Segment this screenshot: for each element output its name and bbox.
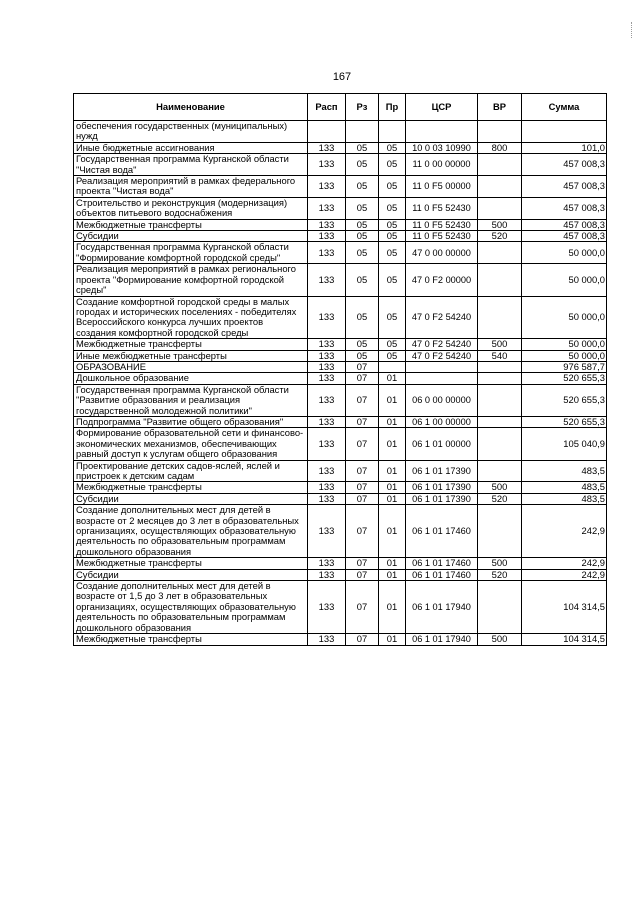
page-number: 167 — [332, 71, 352, 83]
cell-sum: 976 587,7 — [522, 361, 607, 372]
cell-rz: 05 — [346, 242, 379, 264]
cell-csr: 47 0 F2 54240 — [406, 339, 478, 350]
cell-vr — [478, 242, 522, 264]
cell-name: Государственная программа Курганской области "Развитие образования и реализация государственной молодежной политики" — [74, 384, 308, 416]
table-row — [74, 264, 607, 296]
cell-name: Субсидии — [74, 493, 308, 504]
cell-rz: 07 — [346, 493, 379, 504]
cell-sum: 457 008,3 — [522, 219, 607, 230]
table-row — [74, 558, 607, 569]
cell-rasp: 133 — [308, 634, 346, 645]
cell-csr: 47 0 F2 54240 — [406, 296, 478, 339]
cell-rasp: 133 — [308, 296, 346, 339]
cell-name: Реализация мероприятий в рамках регионального проекта "Формирование комфортной городской среды" — [74, 264, 308, 296]
table-row — [74, 634, 607, 645]
cell-rasp: 133 — [308, 339, 346, 350]
cell-pr: 01 — [379, 373, 406, 384]
cell-csr: 47 0 F2 00000 — [406, 264, 478, 296]
cell-sum: 483,5 — [522, 493, 607, 504]
cell-rz: 07 — [346, 505, 379, 558]
header-name: Наименование — [74, 94, 308, 121]
cell-pr — [379, 361, 406, 372]
cell-csr: 47 0 F2 54240 — [406, 350, 478, 361]
cell-sum: 242,9 — [522, 505, 607, 558]
cell-csr: 06 1 01 17460 — [406, 558, 478, 569]
cell-name: Иные межбюджетные трансферты — [74, 350, 308, 361]
cell-rasp: 133 — [308, 482, 346, 493]
cell-vr — [478, 581, 522, 634]
cell-rz: 05 — [346, 142, 379, 153]
cell-csr: 10 0 03 10990 — [406, 142, 478, 153]
header-rz: Рз — [346, 94, 379, 121]
cell-vr — [478, 460, 522, 482]
table-row — [74, 296, 607, 339]
table-row — [74, 569, 607, 580]
cell-sum: 242,9 — [522, 569, 607, 580]
cell-vr — [478, 361, 522, 372]
cell-sum: 457 008,3 — [522, 176, 607, 198]
cell-vr: 500 — [478, 558, 522, 569]
cell-pr: 01 — [379, 460, 406, 482]
cell-rz: 05 — [346, 296, 379, 339]
cell-sum: 50 000,0 — [522, 264, 607, 296]
cell-rz: 07 — [346, 373, 379, 384]
cell-name: Межбюджетные трансферты — [74, 339, 308, 350]
budget-table — [73, 93, 607, 646]
cell-sum: 483,5 — [522, 482, 607, 493]
cell-rasp: 133 — [308, 428, 346, 460]
cell-rz: 07 — [346, 384, 379, 416]
cell-csr: 06 1 01 17460 — [406, 505, 478, 558]
cell-csr — [406, 373, 478, 384]
cell-rz: 05 — [346, 176, 379, 198]
cell-rasp: 133 — [308, 505, 346, 558]
cell-name: Проектирование детских садов-яслей, яслей и пристроек к детским садам — [74, 460, 308, 482]
table-row — [74, 493, 607, 504]
cell-rasp: 133 — [308, 176, 346, 198]
cell-csr: 11 0 F5 52430 — [406, 231, 478, 242]
header-csr: ЦСР — [406, 94, 478, 121]
cell-sum: 520 655,3 — [522, 373, 607, 384]
table-header-row — [74, 94, 607, 121]
cell-rasp: 133 — [308, 416, 346, 427]
cell-name: Субсидии — [74, 231, 308, 242]
table-row — [74, 460, 607, 482]
cell-rz: 05 — [346, 350, 379, 361]
cell-name: Строительство и реконструкция (модернизация) объектов питьевого водоснабжения — [74, 197, 308, 219]
cell-rasp: 133 — [308, 219, 346, 230]
cell-sum: 242,9 — [522, 558, 607, 569]
cell-name: Реализация мероприятий в рамках федерального проекта "Чистая вода" — [74, 176, 308, 198]
cell-pr: 05 — [379, 296, 406, 339]
cell-rasp: 133 — [308, 350, 346, 361]
cell-name: Межбюджетные трансферты — [74, 219, 308, 230]
cell-rz: 05 — [346, 231, 379, 242]
cell-csr — [406, 121, 478, 143]
cell-csr: 11 0 00 00000 — [406, 154, 478, 176]
cell-rasp: 133 — [308, 264, 346, 296]
cell-vr — [478, 197, 522, 219]
cell-rz: 07 — [346, 558, 379, 569]
cell-rasp: 133 — [308, 569, 346, 580]
cell-sum: 50 000,0 — [522, 242, 607, 264]
cell-rz: 07 — [346, 460, 379, 482]
cell-sum: 50 000,0 — [522, 296, 607, 339]
cell-vr — [478, 505, 522, 558]
table-row — [74, 121, 607, 143]
cell-name: Создание комфортной городской среды в малых городах и исторических поселениях - победителях Всероссийского конкурса лучших проектов создания комфортной городской среды — [74, 296, 308, 339]
table-row — [74, 231, 607, 242]
cell-rasp: 133 — [308, 460, 346, 482]
cell-name: Государственная программа Курганской области "Чистая вода" — [74, 154, 308, 176]
cell-csr: 06 1 01 17940 — [406, 634, 478, 645]
cell-rz: 07 — [346, 634, 379, 645]
cell-sum: 520 655,3 — [522, 384, 607, 416]
cell-sum: 50 000,0 — [522, 350, 607, 361]
cell-pr: 01 — [379, 505, 406, 558]
cell-pr: 05 — [379, 242, 406, 264]
cell-csr: 06 1 01 17390 — [406, 482, 478, 493]
cell-name: Государственная программа Курганской области "Формирование комфортной городской среды" — [74, 242, 308, 264]
cell-pr: 01 — [379, 482, 406, 493]
cell-vr: 500 — [478, 482, 522, 493]
cell-csr: 06 1 01 17390 — [406, 493, 478, 504]
cell-vr — [478, 296, 522, 339]
cell-rasp: 133 — [308, 373, 346, 384]
table-row — [74, 373, 607, 384]
table-row — [74, 482, 607, 493]
cell-sum: 457 008,3 — [522, 231, 607, 242]
cell-vr — [478, 154, 522, 176]
cell-rz: 07 — [346, 361, 379, 372]
cell-pr: 01 — [379, 569, 406, 580]
cell-rz: 05 — [346, 219, 379, 230]
table-row — [74, 505, 607, 558]
cell-rz: 07 — [346, 581, 379, 634]
cell-name: Подпрограмма "Развитие общего образования" — [74, 416, 308, 427]
cell-vr: 520 — [478, 569, 522, 580]
cell-rz: 07 — [346, 482, 379, 493]
cell-sum: 104 314,5 — [522, 634, 607, 645]
cell-rasp: 133 — [308, 581, 346, 634]
cell-pr: 05 — [379, 231, 406, 242]
cell-pr: 05 — [379, 264, 406, 296]
cell-vr — [478, 264, 522, 296]
header-rasp: Расп — [308, 94, 346, 121]
cell-vr: 540 — [478, 350, 522, 361]
cell-name: Дошкольное образование — [74, 373, 308, 384]
cell-name: Межбюджетные трансферты — [74, 558, 308, 569]
cell-sum: 457 008,3 — [522, 197, 607, 219]
cell-rasp: 133 — [308, 558, 346, 569]
cell-sum: 483,5 — [522, 460, 607, 482]
cell-vr — [478, 176, 522, 198]
cell-pr: 01 — [379, 558, 406, 569]
cell-csr — [406, 361, 478, 372]
cell-sum: 101,0 — [522, 142, 607, 153]
cell-sum: 105 040,9 — [522, 428, 607, 460]
cell-pr: 01 — [379, 416, 406, 427]
cell-vr: 800 — [478, 142, 522, 153]
cell-rasp: 133 — [308, 242, 346, 264]
cell-pr: 05 — [379, 154, 406, 176]
cell-name: ОБРАЗОВАНИЕ — [74, 361, 308, 372]
cell-sum: 104 314,5 — [522, 581, 607, 634]
table-row — [74, 242, 607, 264]
cell-pr: 01 — [379, 428, 406, 460]
cell-pr: 05 — [379, 176, 406, 198]
cell-csr: 06 1 01 00000 — [406, 428, 478, 460]
cell-pr: 05 — [379, 350, 406, 361]
cell-sum — [522, 121, 607, 143]
cell-vr — [478, 384, 522, 416]
cell-pr: 05 — [379, 142, 406, 153]
table-row — [74, 176, 607, 198]
cell-rz — [346, 121, 379, 143]
cell-rz: 07 — [346, 428, 379, 460]
cell-rasp: 133 — [308, 361, 346, 372]
cell-rz: 05 — [346, 264, 379, 296]
cell-vr: 500 — [478, 634, 522, 645]
cell-name: Создание дополнительных мест для детей в возрасте от 1,5 до 3 лет в образовательных организациях, осуществляющих образовательную деятельность по образовательным программам дошкольного образования — [74, 581, 308, 634]
table-row — [74, 416, 607, 427]
cell-pr: 05 — [379, 219, 406, 230]
cell-sum: 50 000,0 — [522, 339, 607, 350]
cell-rasp — [308, 121, 346, 143]
cell-rasp: 133 — [308, 142, 346, 153]
scan-edge-mark — [631, 22, 635, 38]
cell-vr: 500 — [478, 219, 522, 230]
cell-vr — [478, 416, 522, 427]
header-sum: Сумма — [522, 94, 607, 121]
table-row — [74, 384, 607, 416]
cell-rasp: 133 — [308, 154, 346, 176]
cell-pr: 01 — [379, 384, 406, 416]
cell-pr — [379, 121, 406, 143]
cell-name: Межбюджетные трансферты — [74, 482, 308, 493]
cell-rasp: 133 — [308, 493, 346, 504]
table-row — [74, 154, 607, 176]
table-body — [74, 121, 607, 646]
cell-csr: 06 1 00 00000 — [406, 416, 478, 427]
cell-pr: 05 — [379, 339, 406, 350]
cell-rz: 05 — [346, 197, 379, 219]
table-row — [74, 197, 607, 219]
cell-name: Иные бюджетные ассигнования — [74, 142, 308, 153]
cell-pr: 01 — [379, 634, 406, 645]
cell-rz: 05 — [346, 339, 379, 350]
cell-name: обеспечения государственных (муниципальных) нужд — [74, 121, 308, 143]
cell-name: Субсидии — [74, 569, 308, 580]
cell-rasp: 133 — [308, 197, 346, 219]
cell-csr: 06 0 00 00000 — [406, 384, 478, 416]
table-row — [74, 428, 607, 460]
cell-vr — [478, 428, 522, 460]
cell-vr — [478, 373, 522, 384]
cell-name: Межбюджетные трансферты — [74, 634, 308, 645]
table-row — [74, 361, 607, 372]
cell-name: Формирование образовательной сети и финансово-экономических механизмов, обеспечивающих равный доступ к услугам общего образования — [74, 428, 308, 460]
cell-pr: 01 — [379, 493, 406, 504]
cell-csr: 11 0 F5 52430 — [406, 219, 478, 230]
cell-vr: 520 — [478, 493, 522, 504]
table-row — [74, 339, 607, 350]
cell-rz: 07 — [346, 416, 379, 427]
cell-csr: 06 1 01 17390 — [406, 460, 478, 482]
cell-csr: 11 0 F5 00000 — [406, 176, 478, 198]
header-pr: Пр — [379, 94, 406, 121]
cell-rz: 07 — [346, 569, 379, 580]
cell-vr: 500 — [478, 339, 522, 350]
table-row — [74, 219, 607, 230]
cell-csr: 06 1 01 17940 — [406, 581, 478, 634]
cell-sum: 457 008,3 — [522, 154, 607, 176]
cell-rasp: 133 — [308, 231, 346, 242]
table-row — [74, 142, 607, 153]
cell-pr: 01 — [379, 581, 406, 634]
cell-name: Создание дополнительных мест для детей в возрасте от 2 месяцев до 3 лет в образовательных организациях, осуществляющих образовательную деятельность по образовательным программам дошкольного образования — [74, 505, 308, 558]
cell-rasp: 133 — [308, 384, 346, 416]
table-row — [74, 350, 607, 361]
cell-csr: 11 0 F5 52430 — [406, 197, 478, 219]
cell-sum: 520 655,3 — [522, 416, 607, 427]
cell-pr: 05 — [379, 197, 406, 219]
table-row — [74, 581, 607, 634]
cell-csr: 06 1 01 17460 — [406, 569, 478, 580]
cell-rz: 05 — [346, 154, 379, 176]
header-vr: ВР — [478, 94, 522, 121]
cell-vr — [478, 121, 522, 143]
cell-csr: 47 0 00 00000 — [406, 242, 478, 264]
cell-vr: 520 — [478, 231, 522, 242]
